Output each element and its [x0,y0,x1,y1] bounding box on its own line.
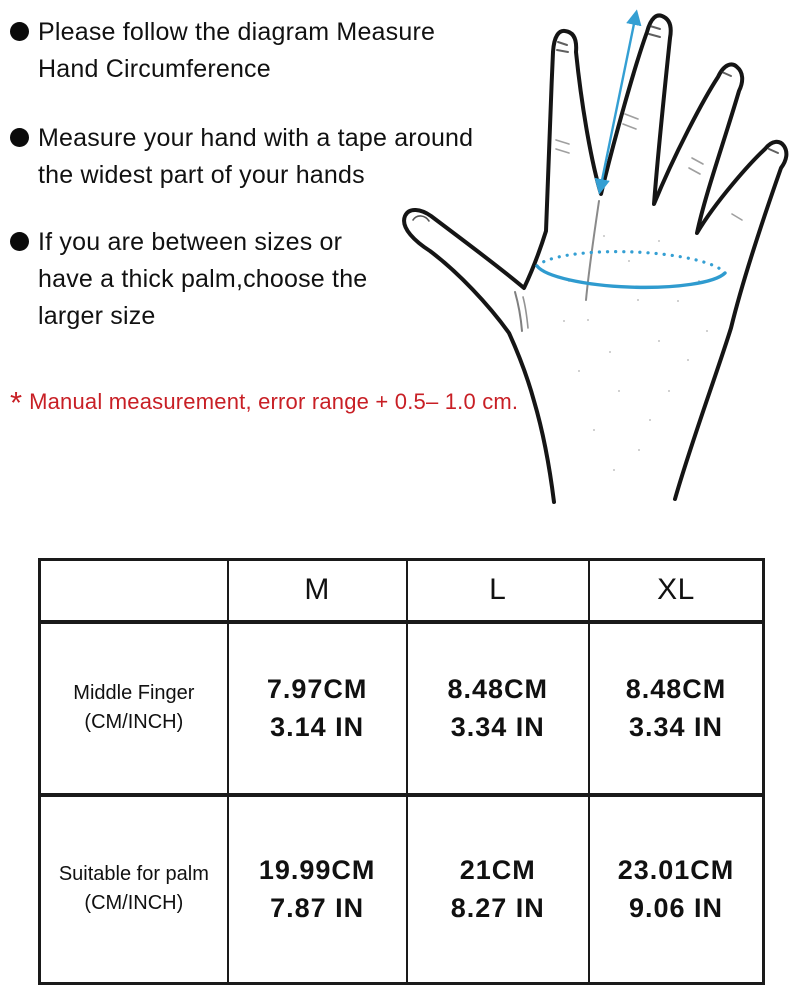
cell-suitable-palm-xl [589,795,764,984]
cell-middle-finger-l [407,622,589,795]
table-row-suitable-palm [40,795,764,984]
hand-diagram [388,0,798,520]
cell-suitable-palm-m [228,795,407,984]
value-inch: 7.87 IN [270,893,365,924]
bullet-icon [10,22,29,41]
cell-middle-finger-xl [589,622,764,795]
value-cm: 19.99CM [258,855,376,886]
value-cm: 8.48CM [625,674,727,704]
value-cm: 7.97CM [266,674,368,704]
table-row-middle-finger [40,622,764,795]
bullet-icon [10,232,29,251]
row-label-line: Middle Finger [73,682,195,704]
instruction-line: Please follow the diagram Measure [38,18,436,46]
instruction-line: Hand Circumference [38,55,271,83]
cell-middle-finger-m [228,622,407,795]
instruction-item-3 [10,224,367,335]
row-label-line: (CM/INCH) [84,892,184,915]
row-label-middle-finger [40,622,228,795]
row-label-line: (CM/INCH) [84,711,184,733]
cell-suitable-palm-l [407,795,589,984]
instruction-line: have a thick palm,choose the [38,265,368,293]
value-inch: 3.34 IN [450,712,545,742]
instruction-line: Measure your hand with a tape around [38,124,474,152]
row-label-suitable-palm [40,795,228,984]
value-inch: 9.06 IN [628,893,724,924]
instruction-line: the widest part of your hands [38,161,365,189]
measurement-note-text: Manual measurement, error range + 0.5– 1.0 cm. [29,389,519,414]
value-cm: 23.01CM [617,855,735,886]
size-column-header-empty [40,560,228,622]
size-table-header-row [40,560,764,622]
size-column-header-m: M [228,560,407,622]
bullet-icon [10,128,29,147]
value-inch: 3.34 IN [628,712,724,742]
instruction-line: If you are between sizes or [38,228,343,256]
hand-diagram-svg [388,0,798,520]
hand-outline [404,15,786,502]
value-cm: 21CM [459,855,536,886]
value-inch: 3.14 IN [270,712,365,742]
value-inch: 8.27 IN [450,893,545,924]
size-table [38,558,765,985]
instruction-text [38,14,435,88]
row-label-line: Suitable for palm [58,863,209,886]
instruction-line: larger size [38,302,156,330]
asterisk-icon: * [10,385,23,420]
size-column-header-xl: XL [589,560,764,622]
size-column-header-l: L [407,560,589,622]
instruction-text [38,224,367,335]
instruction-item-1 [10,14,435,88]
value-cm: 8.48CM [447,674,549,704]
